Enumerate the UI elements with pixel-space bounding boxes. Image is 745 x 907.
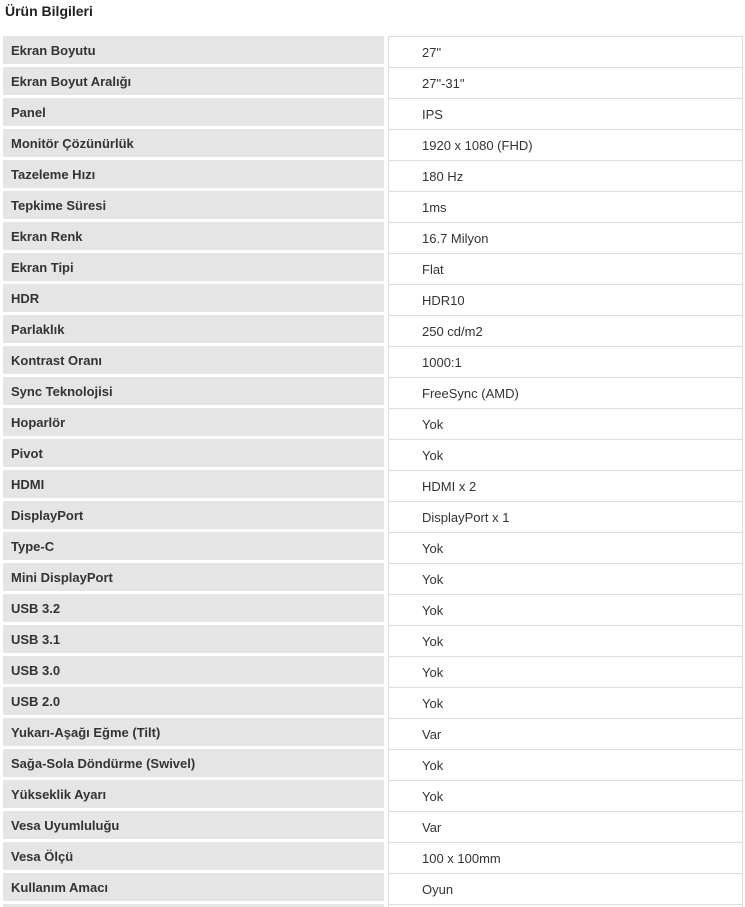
spec-row xyxy=(0,160,745,191)
spec-label: Kontrast Oranı xyxy=(3,346,384,374)
spec-value: Flat xyxy=(388,253,743,284)
spec-label: Hoparlör xyxy=(3,408,384,436)
spec-row xyxy=(0,718,745,749)
spec-value: Var xyxy=(388,811,743,842)
spec-row xyxy=(0,129,745,160)
spec-label: Ekran Boyut Aralığı xyxy=(3,67,384,95)
spec-row xyxy=(0,36,745,67)
spec-value: 1920 x 1080 (FHD) xyxy=(388,129,743,160)
spec-label: Tepkime Süresi xyxy=(3,191,384,219)
spec-label: Pivot xyxy=(3,439,384,467)
spec-row xyxy=(0,842,745,873)
spec-label: DisplayPort xyxy=(3,501,384,529)
spec-value: 27" xyxy=(388,36,743,67)
spec-row xyxy=(0,625,745,656)
spec-value: 180 Hz xyxy=(388,160,743,191)
spec-label: USB 2.0 xyxy=(3,687,384,715)
spec-row xyxy=(0,439,745,470)
spec-label: Sync Teknolojisi xyxy=(3,377,384,405)
spec-label: Yukarı-Aşağı Eğme (Tilt) xyxy=(3,718,384,746)
spec-row xyxy=(0,253,745,284)
spec-label: Mini DisplayPort xyxy=(3,563,384,591)
spec-label: HDMI xyxy=(3,470,384,498)
spec-row xyxy=(0,377,745,408)
spec-row xyxy=(0,408,745,439)
spec-value: Yok xyxy=(388,625,743,656)
spec-row xyxy=(0,315,745,346)
spec-label: Vesa Uyumluluğu xyxy=(3,811,384,839)
spec-row xyxy=(0,346,745,377)
spec-row xyxy=(0,67,745,98)
spec-value: Yok xyxy=(388,563,743,594)
spec-table xyxy=(0,36,745,907)
spec-row xyxy=(0,470,745,501)
spec-row xyxy=(0,873,745,904)
spec-row xyxy=(0,811,745,842)
spec-value: Var xyxy=(388,718,743,749)
spec-value: 27"-31" xyxy=(388,67,743,98)
spec-label: USB 3.0 xyxy=(3,656,384,684)
spec-label: Ekran Boyutu xyxy=(3,36,384,64)
spec-row xyxy=(0,563,745,594)
spec-label: Kullanım Amacı xyxy=(3,873,384,901)
spec-value: Yok xyxy=(388,439,743,470)
spec-row xyxy=(0,749,745,780)
spec-label: Parlaklık xyxy=(3,315,384,343)
spec-row xyxy=(0,780,745,811)
spec-label: Sağa-Sola Döndürme (Swivel) xyxy=(3,749,384,777)
spec-label: USB 3.2 xyxy=(3,594,384,622)
spec-label: Yükseklik Ayarı xyxy=(3,780,384,808)
spec-value: Yok xyxy=(388,594,743,625)
spec-row xyxy=(0,501,745,532)
spec-value: 1000:1 xyxy=(388,346,743,377)
page-title: Ürün Bilgileri xyxy=(5,3,93,19)
spec-value: 16.7 Milyon xyxy=(388,222,743,253)
spec-value: Yok xyxy=(388,408,743,439)
spec-value: Oyun xyxy=(388,873,743,904)
spec-value: 100 x 100mm xyxy=(388,842,743,873)
spec-row xyxy=(0,98,745,129)
spec-value: Yok xyxy=(388,749,743,780)
spec-row xyxy=(0,594,745,625)
spec-value: FreeSync (AMD) xyxy=(388,377,743,408)
spec-value: Yok xyxy=(388,780,743,811)
spec-value: 250 cd/m2 xyxy=(388,315,743,346)
spec-row xyxy=(0,532,745,563)
spec-label: USB 3.1 xyxy=(3,625,384,653)
spec-label: Ekran Tipi xyxy=(3,253,384,281)
spec-label: Tazeleme Hızı xyxy=(3,160,384,188)
spec-value: 1ms xyxy=(388,191,743,222)
spec-row xyxy=(0,284,745,315)
spec-label: Ekran Renk xyxy=(3,222,384,250)
spec-row xyxy=(0,656,745,687)
spec-value: HDMI x 2 xyxy=(388,470,743,501)
spec-label: Panel xyxy=(3,98,384,126)
spec-value: Yok xyxy=(388,656,743,687)
spec-label: Monitör Çözünürlük xyxy=(3,129,384,157)
spec-label: HDR xyxy=(3,284,384,312)
spec-value: DisplayPort x 1 xyxy=(388,501,743,532)
spec-label: Vesa Ölçü xyxy=(3,842,384,870)
spec-row xyxy=(0,687,745,718)
spec-label: Type-C xyxy=(3,532,384,560)
spec-row xyxy=(0,222,745,253)
spec-value: Yok xyxy=(388,687,743,718)
spec-value: IPS xyxy=(388,98,743,129)
spec-value: Yok xyxy=(388,532,743,563)
spec-row xyxy=(0,191,745,222)
spec-value: HDR10 xyxy=(388,284,743,315)
